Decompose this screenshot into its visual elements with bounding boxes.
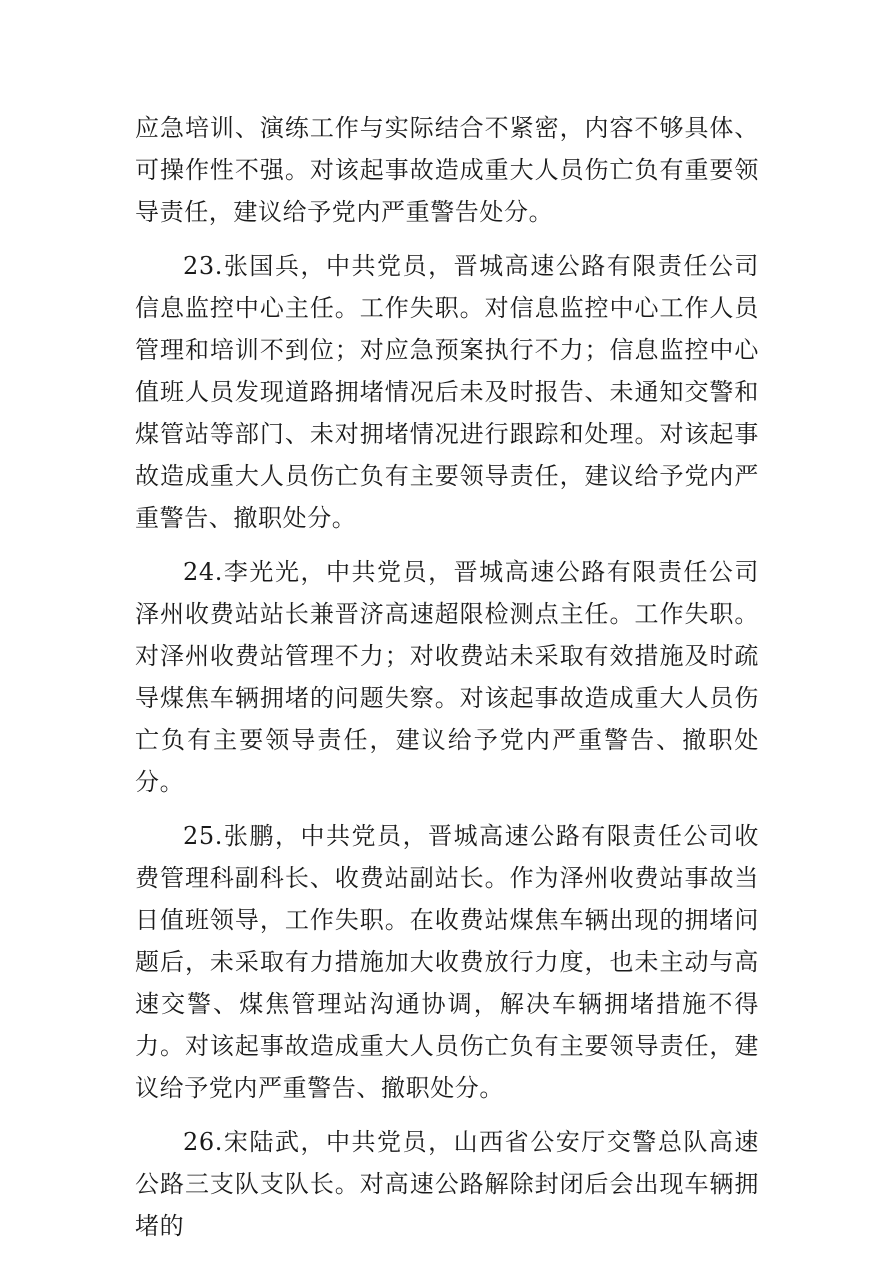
paragraph-item-25: 25.张鹏，中共党员，晋城高速公路有限责任公司收费管理科副科长、收费站副站长。作为泽州收费站事故当日值班领导，工作失职。在收费站煤焦车辆出现的拥堵问题后，未采取有力措施加大收费放行力度，也未主动与高速交警、煤焦管理站沟通协调，解决车辆拥堵措施不得力。对该起事故造成重大人员伤亡负有主要领导责任，建议给予党内严重警告、撤职处分。 xyxy=(135,822,759,1102)
document-body xyxy=(135,107,759,1259)
paragraph-item-26: 26.宋陆武，中共党员，山西省公安厅交警总队高速公路三支队支队长。对高速公路解除封闭后会出现车辆拥堵的 xyxy=(135,1128,759,1240)
paragraph-item-23: 23.张国兵，中共党员，晋城高速公路有限责任公司信息监控中心主任。工作失职。对信息监控中心工作人员管理和培训不到位；对应急预案执行不力；信息监控中心值班人员发现道路拥堵情况后未及时报告、未通知交警和煤管站等部门、未对拥堵情况进行跟踪和处理。对该起事故造成重大人员伤亡负有主要领导责任，建议给予党内严重警告、撤职处分。 xyxy=(135,252,759,532)
paragraph-item-24: 24.李光光，中共党员，晋城高速公路有限责任公司泽州收费站站长兼晋济高速超限检测点主任。工作失职。对泽州收费站管理不力；对收费站未采取有效措施及时疏导煤焦车辆拥堵的问题失察。对该起事故造成重大人员伤亡负有主要领导责任，建议给予党内严重警告、撤职处分。 xyxy=(135,558,759,796)
paragraph-continuation: 应急培训、演练工作与实际结合不紧密，内容不够具体、可操作性不强。对该起事故造成重大人员伤亡负有重要领导责任，建议给予党内严重警告处分。 xyxy=(135,114,759,226)
